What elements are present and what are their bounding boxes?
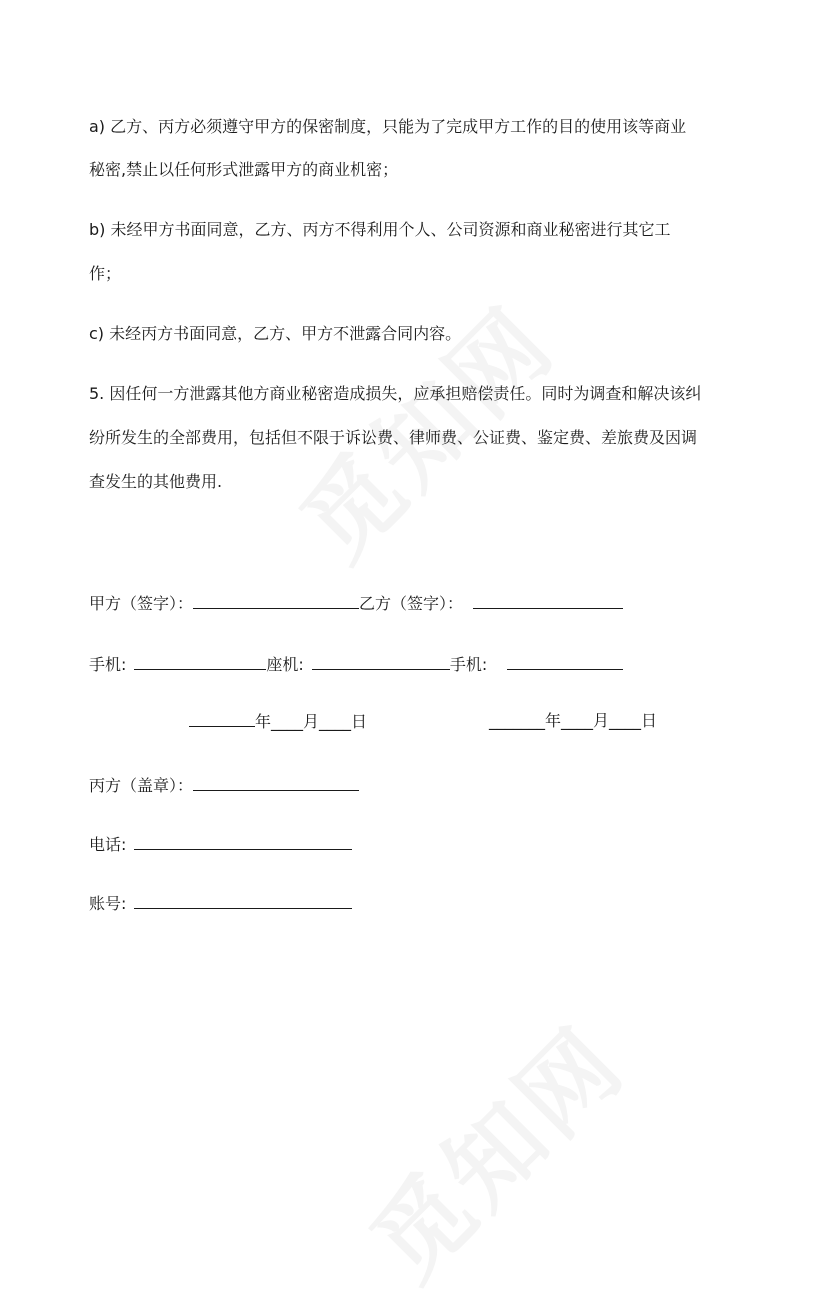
item5-line2: 纷所发生的全部费用，包括但不限于诉讼费、律师费、公证费、鉴定费、差旅费及因调 xyxy=(89,428,698,447)
clause-a-line2: 秘密,禁止以任何形式泄露甲方的商业机密； xyxy=(89,160,399,179)
signature-row-phone xyxy=(89,831,352,855)
watermark xyxy=(336,992,649,1305)
date-right xyxy=(489,708,657,731)
signature-row-account xyxy=(89,890,352,914)
clause-c-line1: c) 未经丙方书面同意，乙方、甲方不泄露合同内容。 xyxy=(89,324,462,343)
date-left-text: 年____月____日 xyxy=(255,712,368,731)
item5-line3: 查发生的其他费用. xyxy=(89,472,223,491)
date-left-year-field[interactable] xyxy=(189,708,255,727)
landline-field[interactable] xyxy=(312,651,450,670)
mobile2-label: 手机: xyxy=(449,655,488,674)
signature-row-parties xyxy=(89,590,623,614)
clause-b-line2: 作； xyxy=(89,264,122,283)
phone-label: 电话: xyxy=(89,835,127,854)
party-b-signature-field[interactable] xyxy=(473,590,623,609)
date-right-text: _______年____月____日 xyxy=(489,711,658,730)
party-a-signature-field[interactable] xyxy=(193,590,359,609)
mobile2-field[interactable] xyxy=(507,651,623,670)
party-c-label: 丙方（盖章）： xyxy=(89,776,194,795)
mobile1-field[interactable] xyxy=(134,651,266,670)
mobile1-label: 手机: xyxy=(89,655,127,674)
clause-a-line1: a) 乙方、丙方必须遵守甲方的保密制度，只能为了完成甲方工作的目的使用该等商业 xyxy=(89,117,687,136)
account-label: 账号: xyxy=(89,894,127,913)
party-b-label: 乙方（签字）： xyxy=(359,594,464,613)
account-field[interactable] xyxy=(134,890,352,909)
landline-label: 座机: xyxy=(266,655,304,674)
party-a-label: 甲方（签字）： xyxy=(89,594,194,613)
signature-row-party-c xyxy=(89,772,359,796)
date-left xyxy=(189,708,367,732)
party-c-seal-field[interactable] xyxy=(193,772,359,791)
phone-field[interactable] xyxy=(134,831,352,850)
item5-line1: 5. 因任何一方泄露其他方商业秘密造成损失，应承担赔偿责任。同时为调查和解决该纠 xyxy=(89,384,702,403)
signature-row-phones xyxy=(89,651,623,675)
clause-b-line1: b) 未经甲方书面同意，乙方、丙方不得利用个人、公司资源和商业秘密进行其它工 xyxy=(89,220,671,239)
